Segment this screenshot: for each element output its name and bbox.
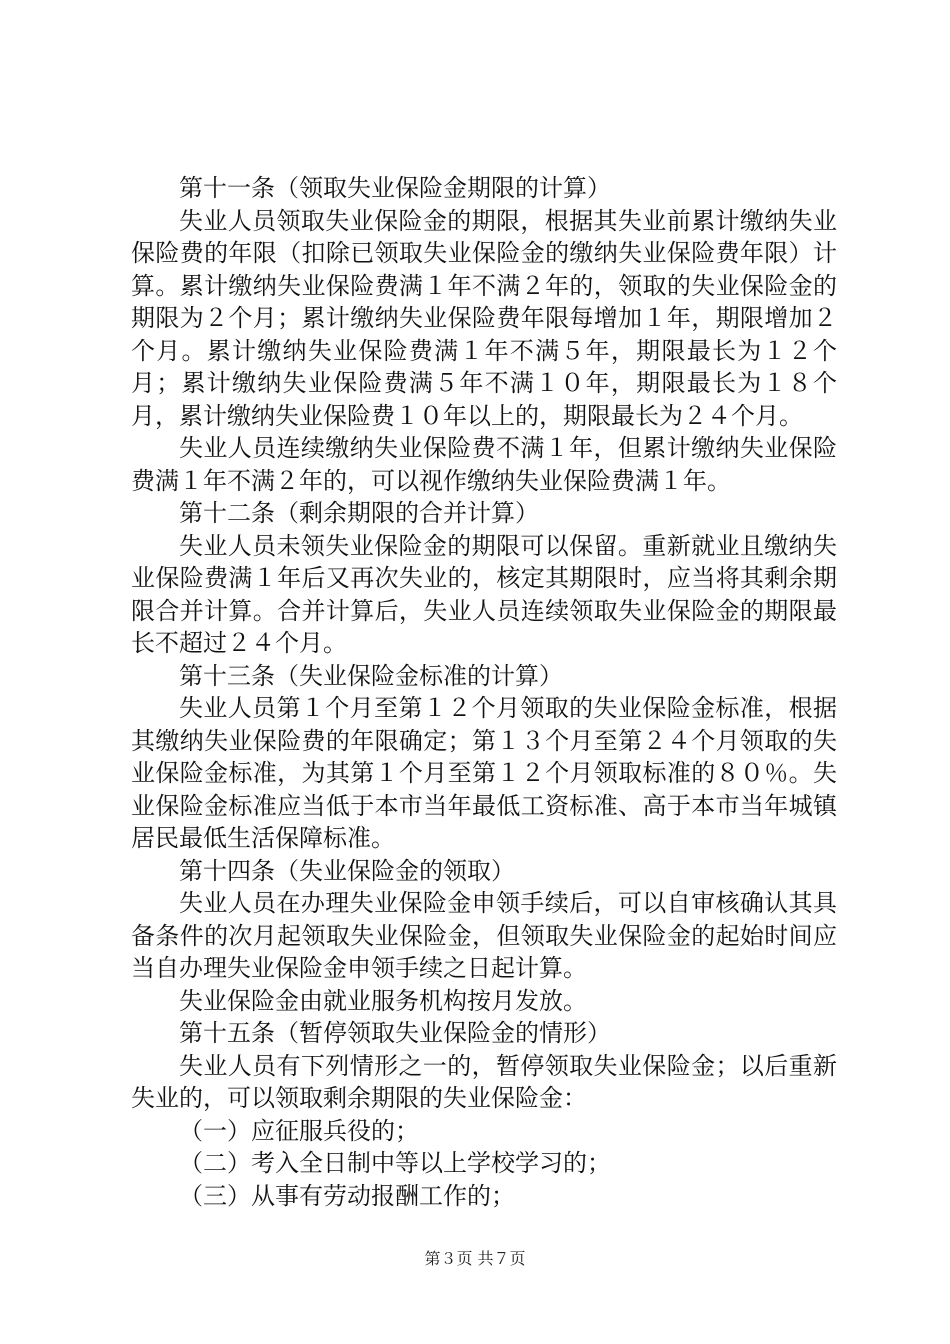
paragraph: 失业保险金由就业服务机构按月发放。 xyxy=(179,986,587,1015)
article-heading: 第十五条（暂停领取失业保险金的情形） xyxy=(179,1019,611,1047)
article-heading: 第十二条（剩余期限的合并计算） xyxy=(179,499,539,527)
page-number-footer: 第３页 共７页 xyxy=(424,1249,526,1268)
document-body xyxy=(131,172,837,1212)
paragraph: 失业人员有下列情形之一的，暂停领取失业保险金；以后重新失业的，可以领取剩余期限的失业保险金： xyxy=(131,1051,837,1112)
paragraph: 失业人员第１个月至第１２个月领取的失业保险金标准，根据其缴纳失业保险费的年限确定；第１３个月至第２４个月领取的失业保险金标准，为其第１个月至第１２个月领取标准的８０％。失业保险金标准应当低于本市当年最低工资标准、高于本市当年城镇居民最低生活保障标准。 xyxy=(131,694,837,852)
list-item: （二）考入全日制中等以上学校学习的； xyxy=(179,1149,611,1177)
paragraph: 失业人员连续缴纳失业保险费不满１年，但累计缴纳失业保险费满１年不满２年的，可以视作缴纳失业保险费满１年。 xyxy=(131,434,837,495)
article-heading: 第十四条（失业保险金的领取） xyxy=(179,856,515,885)
list-item: （一）应征服兵役的； xyxy=(179,1116,419,1145)
article-heading: 第十三条（失业保险金标准的计算） xyxy=(179,661,563,690)
paragraph: 失业人员未领失业保险金的期限可以保留。重新就业且缴纳失业保险费满１年后又再次失业的，核定其期限时，应当将其剩余期限合并计算。合并计算后，失业人员连续领取失业保险金的期限最长不超过２４个月。 xyxy=(131,531,837,657)
article-heading: 第十一条（领取失业保险金期限的计算） xyxy=(179,174,611,202)
list-item: （三）从事有劳动报酬工作的； xyxy=(179,1181,515,1210)
paragraph: 失业人员领取失业保险金的期限，根据其失业前累计缴纳失业保险费的年限（扣除已领取失业保险金的缴纳失业保险费年限）计算。累计缴纳失业保险费满１年不满２年的，领取的失业保险金的期限为２个月；累计缴纳失业保险费年限每增加１年，期限增加２个月。累计缴纳失业保险费满１年不满５年，期限最长为１２个月；累计缴纳失业保险费满５年不满１０年，期限最长为１８个月，累计缴纳失业保险费１０年以上的，期限最长为２４个月。 xyxy=(131,206,837,430)
paragraph: 失业人员在办理失业保险金申领手续后，可以自审核确认其具备条件的次月起领取失业保险金，但领取失业保险金的起始时间应当自办理失业保险金申领手续之日起计算。 xyxy=(131,889,837,982)
